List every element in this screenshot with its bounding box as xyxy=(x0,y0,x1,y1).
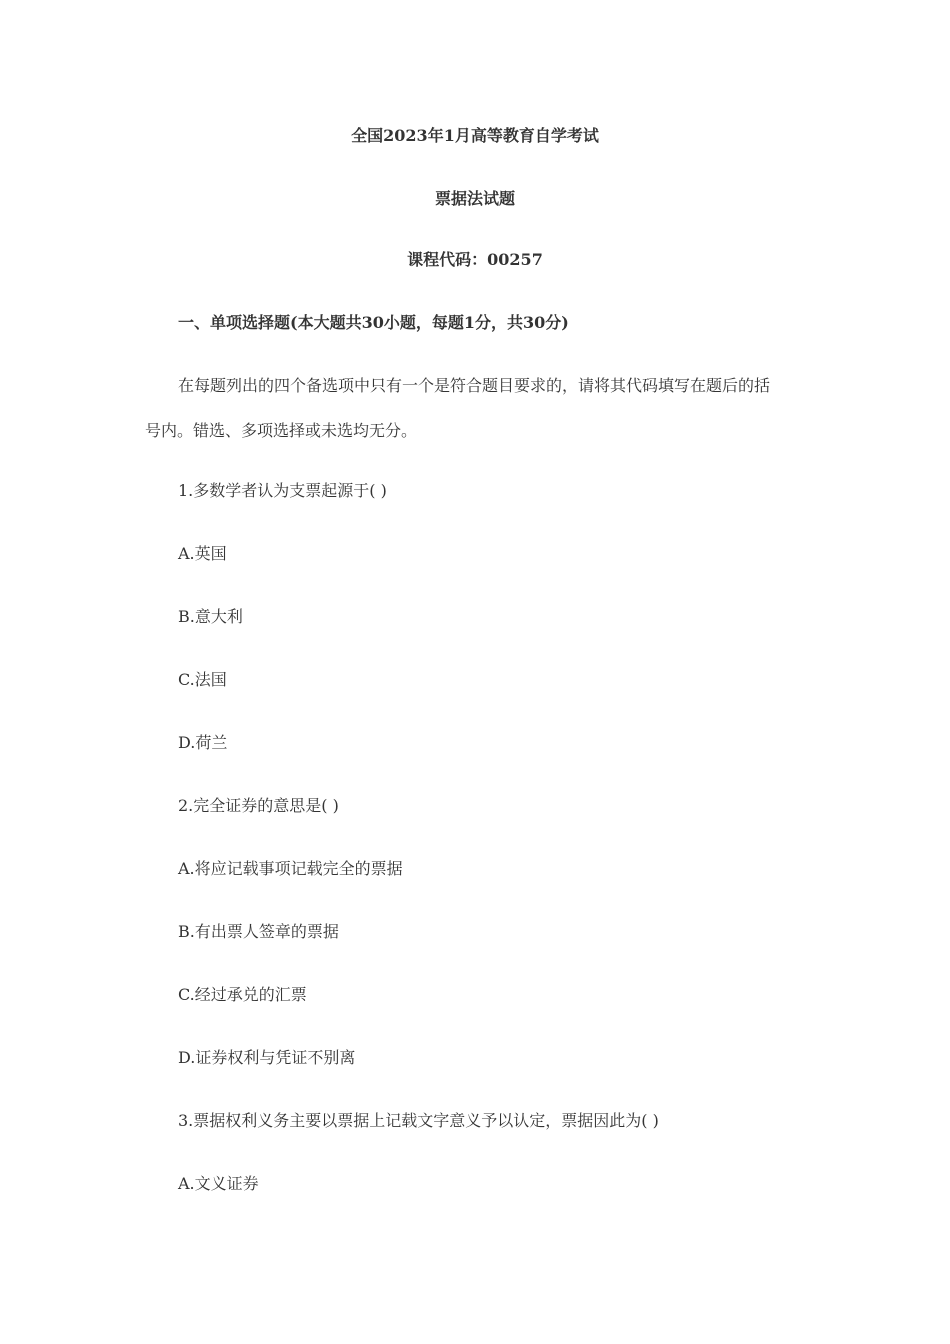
question-1-option-d: D.荷兰 xyxy=(178,733,228,752)
question-3-stem: 3.票据权利义务主要以票据上记载文字意义予以认定，票据因此为( ) xyxy=(178,1111,659,1130)
question-1-option-a: A.英国 xyxy=(178,544,227,563)
instructions-line-2: 号内。错选、多项选择或未选均无分。 xyxy=(145,421,418,440)
question-2-option-a: A.将应记载事项记载完全的票据 xyxy=(178,859,403,878)
exam-title: 全国2023年1月高等教育自学考试 xyxy=(351,126,599,145)
subject-title: 票据法试题 xyxy=(434,189,515,208)
question-2-stem: 2.完全证券的意思是( ) xyxy=(178,796,339,815)
question-3-option-a: A.文义证券 xyxy=(178,1174,259,1193)
instructions-line-1: 在每题列出的四个备选项中只有一个是符合题目要求的，请将其代码填写在题后的括 xyxy=(178,376,771,395)
question-1-stem: 1.多数学者认为支票起源于( ) xyxy=(178,481,387,500)
course-code: 课程代码：00257 xyxy=(407,250,543,269)
question-2-option-d: D.证券权利与凭证不别离 xyxy=(178,1048,356,1067)
section-heading: 一、单项选择题(本大题共30小题，每题1分，共30分) xyxy=(178,313,569,332)
question-2-option-c: C.经过承兑的汇票 xyxy=(178,985,307,1004)
question-1-option-c: C.法国 xyxy=(178,670,227,689)
question-1-option-b: B.意大利 xyxy=(178,607,243,626)
question-2-option-b: B.有出票人签章的票据 xyxy=(178,922,339,941)
